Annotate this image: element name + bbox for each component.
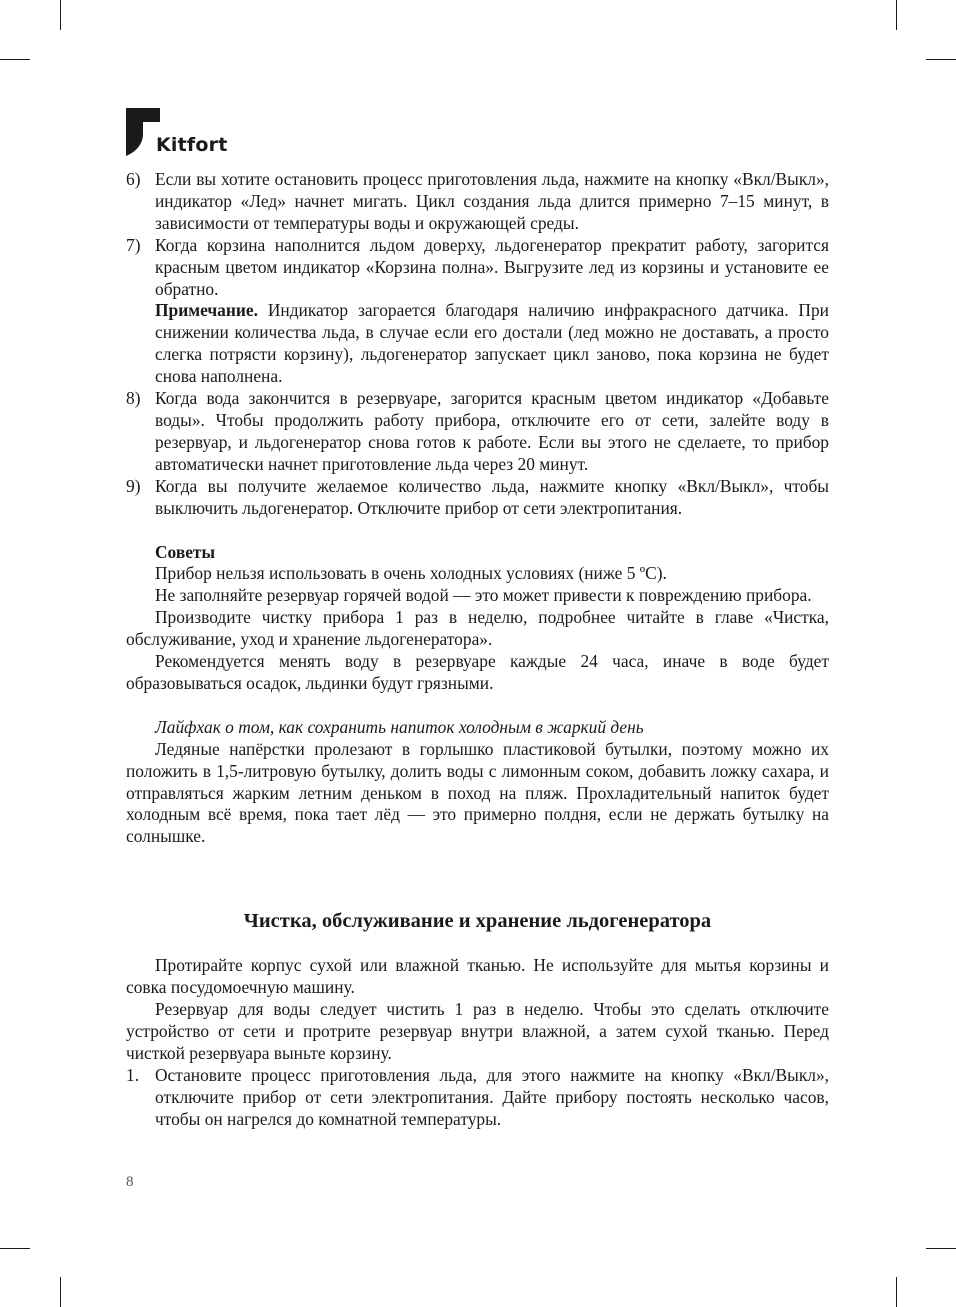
list-item	[126, 476, 829, 520]
crop-mark	[926, 59, 956, 60]
list-number: 8)	[126, 388, 141, 409]
list-number: 9)	[126, 475, 141, 496]
list-item	[126, 235, 829, 388]
page-content	[126, 169, 829, 1131]
crop-mark	[0, 59, 30, 60]
list-number: 1.	[126, 1064, 140, 1085]
page-number: 8	[126, 1174, 134, 1190]
brand-name: Kitfort	[156, 134, 228, 156]
list-text: Когда корзина наполнится льдом доверху, льдогенератор прекратит работу, загорится красным цветом индикатор «Корзина полна». Выгрузите лед из корзины и установите ее обратно.	[155, 234, 829, 299]
list-number: 7)	[126, 234, 141, 255]
list-text: Если вы хотите остановить процесс приготовления льда, нажмите на кнопку «Вкл/Выкл», индикатор «Лед» начнет мигать. Цикл создания льда длится примерно 7–15 минут, в зависимости от температуры воды и окружающей среды.	[155, 169, 829, 233]
tips-paragraph: Производите чистку прибора 1 раз в неделю, подробнее читайте в главе «Чистка, обслуживание, уход и хранение льдогенератора».	[126, 607, 829, 650]
kitfort-logo-icon	[126, 108, 160, 156]
lifehack-heading: Лайфхак о том, как сохранить напиток холодным в жаркий день	[155, 716, 644, 737]
crop-mark	[896, 0, 897, 30]
list-item	[126, 169, 829, 235]
tips-paragraph: Не заполняйте резервуар горячей водой — это может привести к повреждению прибора.	[155, 585, 812, 606]
list-text: Когда вы получите желаемое количество льда, нажмите кнопку «Вкл/Выкл», чтобы выключить льдогенератор. Отключите прибор от сети электропитания.	[155, 475, 829, 518]
tips-paragraph: Прибор нельзя использовать в очень холодных условиях (ниже 5 ºС).	[155, 563, 667, 584]
tips-paragraph: Рекомендуется менять воду в резервуаре каждые 24 часа, иначе в воде будет образовываться осадок, льдинки будут грязными.	[126, 651, 829, 693]
list-item	[126, 1065, 829, 1131]
crop-mark	[60, 1277, 61, 1307]
list-item	[126, 388, 829, 476]
tips-heading: Советы	[155, 541, 216, 562]
list-text: Когда вода закончится в резервуаре, загорится красным цветом индикатор «Добавьте воды». Чтобы продолжить работу прибора, отключите его от сети, залейте воду в резервуар, и льдогенератор снова готов к работе. Если вы этого не сделаете, то прибор автоматически начнет приготовление льда через 20 минут.	[155, 388, 829, 474]
note	[155, 300, 829, 388]
note-label: Примечание.	[155, 300, 258, 321]
crop-mark	[896, 1277, 897, 1307]
crop-mark	[60, 0, 61, 30]
list-text: Остановите процесс приготовления льда, для этого нажмите на кнопку «Вкл/Выкл», отключите прибор от сети электропитания. Дайте прибору постоять несколько часов, чтобы он нагрелся до комнатной температуры.	[155, 1064, 829, 1129]
section-paragraph: Протирайте корпус сухой или влажной тканью. Не используйте для мытья корзины и совка посудомоечную машину.	[126, 955, 829, 998]
crop-mark	[0, 1248, 30, 1249]
lifehack-paragraph: Ледяные напёрстки пролезают в горлышко пластиковой бутылки, поэтому можно их положить в 1,5-литровую бутылку, долить воды с лимонным соком, добавить ложку сахара, и отправляться жарким летним деньком в поход на пляж. Прохладительный напиток будет холодным всё время, пока тает лёд — это примерно полдня, если не держать бутылку на солнышке.	[126, 738, 829, 847]
crop-mark	[926, 1248, 956, 1249]
list-number: 6)	[126, 169, 141, 189]
section-heading: Чистка, обслуживание и хранение льдогенератора	[243, 910, 712, 933]
note-text: Индикатор загорается благодаря наличию инфракрасного датчика. При снижении количества льда, в случае если его достали (лед можно не доставать, а просто слегка потрясти корзину), льдогенератор запускает цикл заново, пока корзина не будет снова наполнена.	[155, 300, 829, 387]
section-paragraph: Резервуар для воды следует чистить 1 раз в неделю. Чтобы это сделать отключите устройство от сети и протрите резервуар внутри влажной, а затем сухой тканью. Перед чисткой резервуара выньте корзину.	[126, 999, 829, 1063]
